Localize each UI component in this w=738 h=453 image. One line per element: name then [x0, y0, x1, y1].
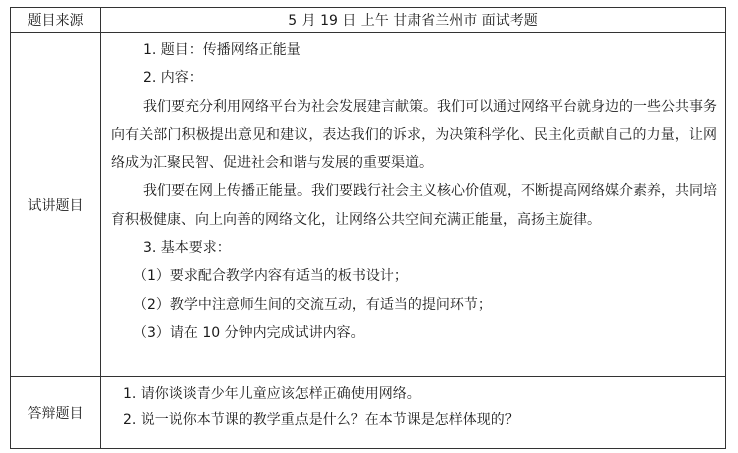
- defense-content: [101, 377, 726, 449]
- header-row: [11, 8, 726, 33]
- requirement-item: （2）教学中注意师生间的交流互动，有适当的提问环节；: [133, 296, 492, 313]
- source-value: 5 月 19 日 上午 甘肃省兰州市 面试考题: [101, 8, 726, 33]
- lecture-content: [101, 33, 726, 377]
- requirement-item: （3）请在 10 分钟内完成试讲内容。: [133, 324, 365, 341]
- source-label: 题目来源: [11, 8, 101, 33]
- defense-question: 1. 请你谈谈青少年儿童应该怎样正确使用网络。: [123, 386, 421, 402]
- content-paragraph-2: 我们要在网上传播正能量。我们要践行社会主义核心价值观，不断提高网络媒介素养，共同培育积极健康、向上向善的网络文化，让网络公共空间充满正能量，高扬主旋律。: [111, 183, 717, 228]
- requirement-item: （1）要求配合教学内容有适当的板书设计；: [133, 268, 408, 285]
- content-label: 2. 内容：: [143, 70, 203, 87]
- lecture-topic: 1. 题目：传播网络正能量: [143, 42, 301, 58]
- lecture-row: [11, 33, 726, 377]
- exam-question-table: [10, 7, 726, 449]
- defense-row: [11, 377, 726, 449]
- defense-label: 答辩题目: [11, 377, 101, 449]
- content-paragraph-1: 我们要充分利用网络平台为社会发展建言献策。我们可以通过网络平台就身边的一些公共事务向有关部门积极提出意见和建议，表达我们的诉求，为决策科学化、民主化贡献自己的力量，让网络成为汇聚民智、促进社会和谐与发展的重要渠道。: [111, 98, 717, 172]
- lecture-label: 试讲题目: [11, 33, 101, 377]
- defense-question: 2. 说一说你本节课的教学重点是什么？在本节课是怎样体现的？: [123, 412, 519, 428]
- requirements-label: 3. 基本要求：: [143, 240, 231, 257]
